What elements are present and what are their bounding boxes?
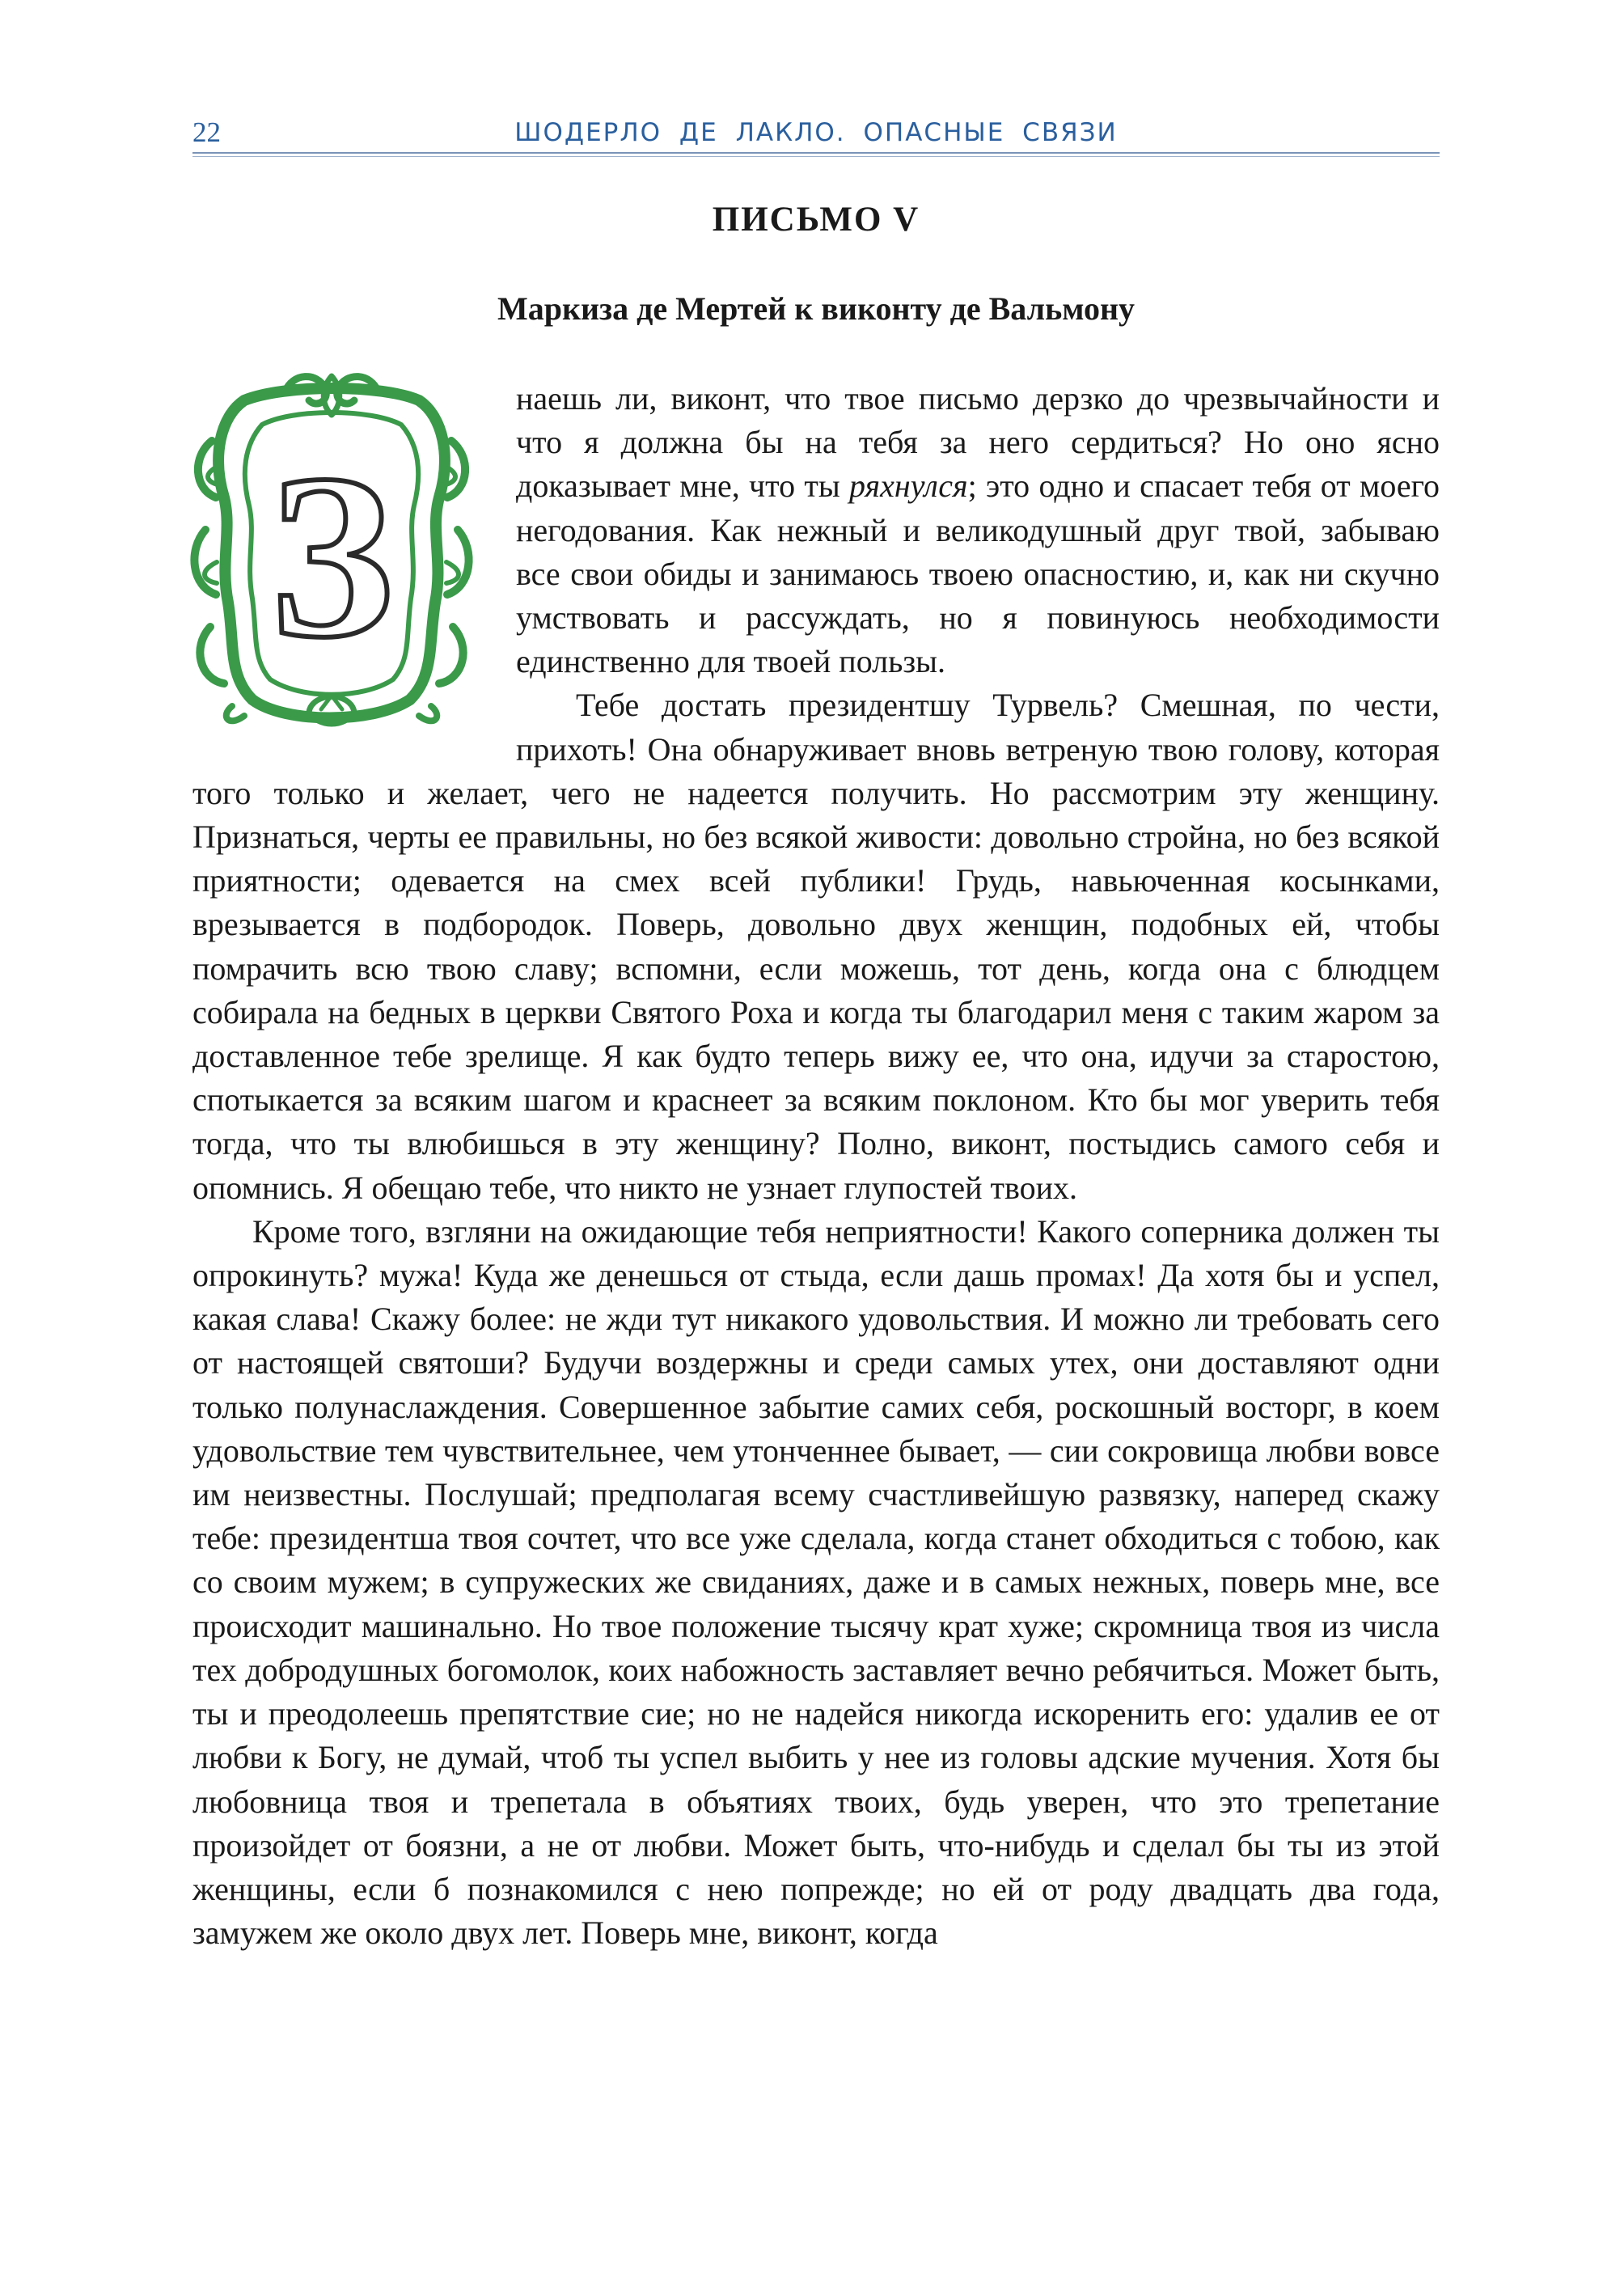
- header-rule-thin: [192, 156, 1440, 157]
- paragraph-1: наешь ли, виконт, что твое письмо дерзко до чрезвычайности и что я должна бы на тебя за него сердиться? Но оно ясно доказывает мне, что ты ряхнулся; это одно и спасает тебя от моего негодования. Как нежный и великодушный друг твой, забываю все свои обиды и занимаюсь твоею опасностию, и, как ни скучно умствовать и рассуждать, но я повинуюсь необходимости единственно для твоей пользы.: [516, 380, 1440, 680]
- paragraph-3: Кроме того, взгляни на ожидающие тебя неприятности! Какого соперника должен ты опрокинуть? мужа! Куда же денешься от стыда, если дашь промах! Да хотя бы и успел, какая слава! Скажу более: не жди тут никакого удовольствия. И можно ли требовать сего от настоящей святоши? Будучи воздержны и среди самых утех, они доставляют одни только полунаслаждения. Совершенное забытие самих себя, роскошный восторг, в коем удовольствие тем чувствительнее, чем утонченнее бывает, — сии сокровища любви вовсе им неизвестны. Послушай; предполагая всему счастливейшую развязку, наперед скажу тебе: президентша твоя сочтет, что все уже сделала, когда станет обходиться с тобою, как со своим мужем; в супружеских же свиданиях, даже и в самых нежных, поверь мне, все происходит машинально. Но твое положение тысячу крат хуже; скромница твоя из числа тех добродушных богомолок, коих набожность заставляет вечно ребячиться. Может быть, ты и преодолеешь препятствие сие; но не надейся никогда искоренить его: удалив ее от любви к Богу, не думай, чтоб ты успел выбить у нее из головы адские мучения. Хотя бы любовница твоя и трепетала в объятиях твоих, будь уверен, что это трепетание произойдет от боязни, а не от любви. Может быть, что-нибудь и сделал бы ты из этой женщины, если б познакомился с нею попрежде; но ей от роду двадцать два года, замужем же около двух лет. Поверь мне, виконт, когда: [192, 1212, 1440, 1952]
- letter-title: ПИСЬМО V: [712, 201, 920, 239]
- header-rule: [192, 152, 1440, 154]
- italic-word: ряхнулся: [849, 467, 968, 505]
- letter-subtitle: Маркиза де Мертей к виконту де Вальмону: [497, 290, 1136, 327]
- page-header: [192, 112, 1440, 154]
- paragraph-2: Тебе достать президентшу Турвель? Смешная, по чести, прихоть! Она обнаруживает вновь ветреную твою голову, которая того только и желает, чего не надеется получить. Но рассмотрим эту женщину. Признаться, черты ее правильны, но без всякой живости: довольно стройна, но без всякой приятности; одевается на смех всей публики! Грудь, навьюченная косынками, врезывается в подбородок. Поверь, довольно двух женщин, подобных ей, чтобы помрачить всю твою славу; вспомни, если можешь, тот день, когда она с блюдцем собирала на бедных в церкви Святого Роха и когда ты благодарил меня с таким жаром за доставленное тебе зрелище. Я как будто теперь вижу ее, что она, идучи за старостою, спотыкается за всяким шагом и краснеет за всяким поклоном. Кто бы мог уверить тебя тогда, что ты влюбишься в эту женщину? Полно, виконт, постыдись самого себя и опомнись. Я обещаю тебе, что никто не узнает глупостей твоих.: [192, 687, 1440, 1206]
- page-number: 22: [192, 116, 221, 148]
- drop-cap-letter: З: [269, 426, 394, 686]
- running-head: ШОДЕРЛО ДЕ ЛАКЛО. ОПАСНЫЕ СВЯЗИ: [514, 118, 1118, 147]
- letter-body: [192, 377, 1440, 1955]
